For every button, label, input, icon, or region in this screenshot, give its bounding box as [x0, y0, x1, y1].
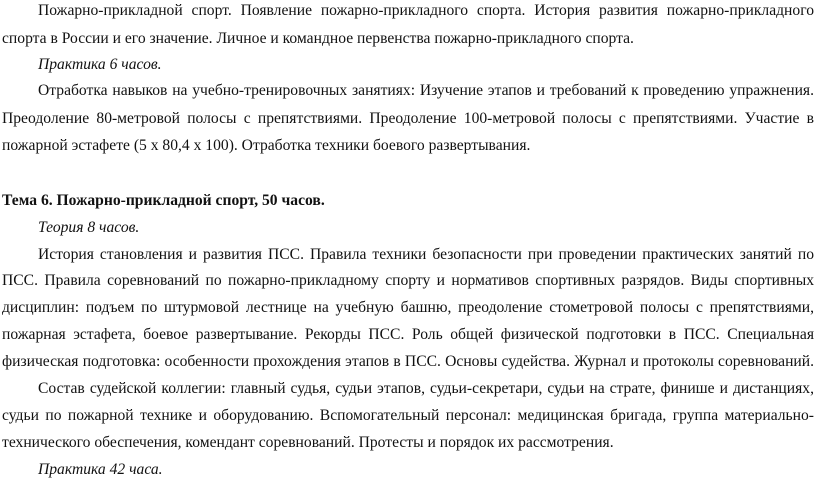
paragraph-line: Отработка навыков на учебно-тренировочных занятиях: Изучение этапов и требований к проведению упражнения. — [38, 82, 814, 99]
paragraph-line: технического обеспечения, комендант соревнований. Протесты и порядок их рассмотрения. — [2, 434, 614, 451]
paragraph-line: История становления и развития ПСС. Правила техники безопасности при проведении практических занятий по — [38, 246, 814, 263]
paragraph-line: Пожарно-прикладной спорт. Появление пожарно-прикладного спорта. История развития пожарно-прикладного — [38, 2, 814, 19]
paragraph-line: Состав судейской коллегии: главный судья, судьи этапов, судьи-секретари, судьи на страте, финише и дистанциях, — [38, 380, 814, 397]
practice-label: Практика 42 часа. — [38, 461, 163, 478]
paragraph-line: дисциплин: подъем по штурмовой лестнице на учебную башню, преодоление стометровой полосы с препятствиями, — [2, 299, 814, 316]
paragraph-line: физическая подготовка: особенности прохождения этапов в ПСС. Основы судейства. Журнал и протоколы соревнований. — [2, 353, 814, 370]
paragraph-line: пожарная эстафета, боевое развертывание. Рекорды ПСС. Роль общей физической подготовки в ПСС. Специальная — [2, 326, 814, 343]
theory-label: Теория 8 часов. — [38, 219, 140, 236]
topic-heading: Тема 6. Пожарно-прикладной спорт, 50 часов. — [2, 192, 325, 209]
paragraph-line: спорта в России и его значение. Личное и командное первенства пожарно-прикладного спорта. — [2, 30, 634, 47]
paragraph-line: Преодоление 80-метровой полосы с препятствиями. Преодоление 100-метровой полосы с препятствиями. Участие в — [2, 110, 814, 127]
paragraph-line: ПСС. Правила соревнований по пожарно-прикладному спорту и нормативов спортивных разрядов. Виды спортивных — [2, 272, 814, 289]
paragraph-line: пожарной эстафете (5 х 80,4 х 100). Отработка техники боевого развертывания. — [2, 137, 531, 154]
paragraph-line: судьи по пожарной технике и оборудованию. Вспомогательный персонал: медицинская бригада, группа материально- — [2, 407, 814, 424]
practice-label: Практика 6 часов. — [38, 56, 162, 73]
